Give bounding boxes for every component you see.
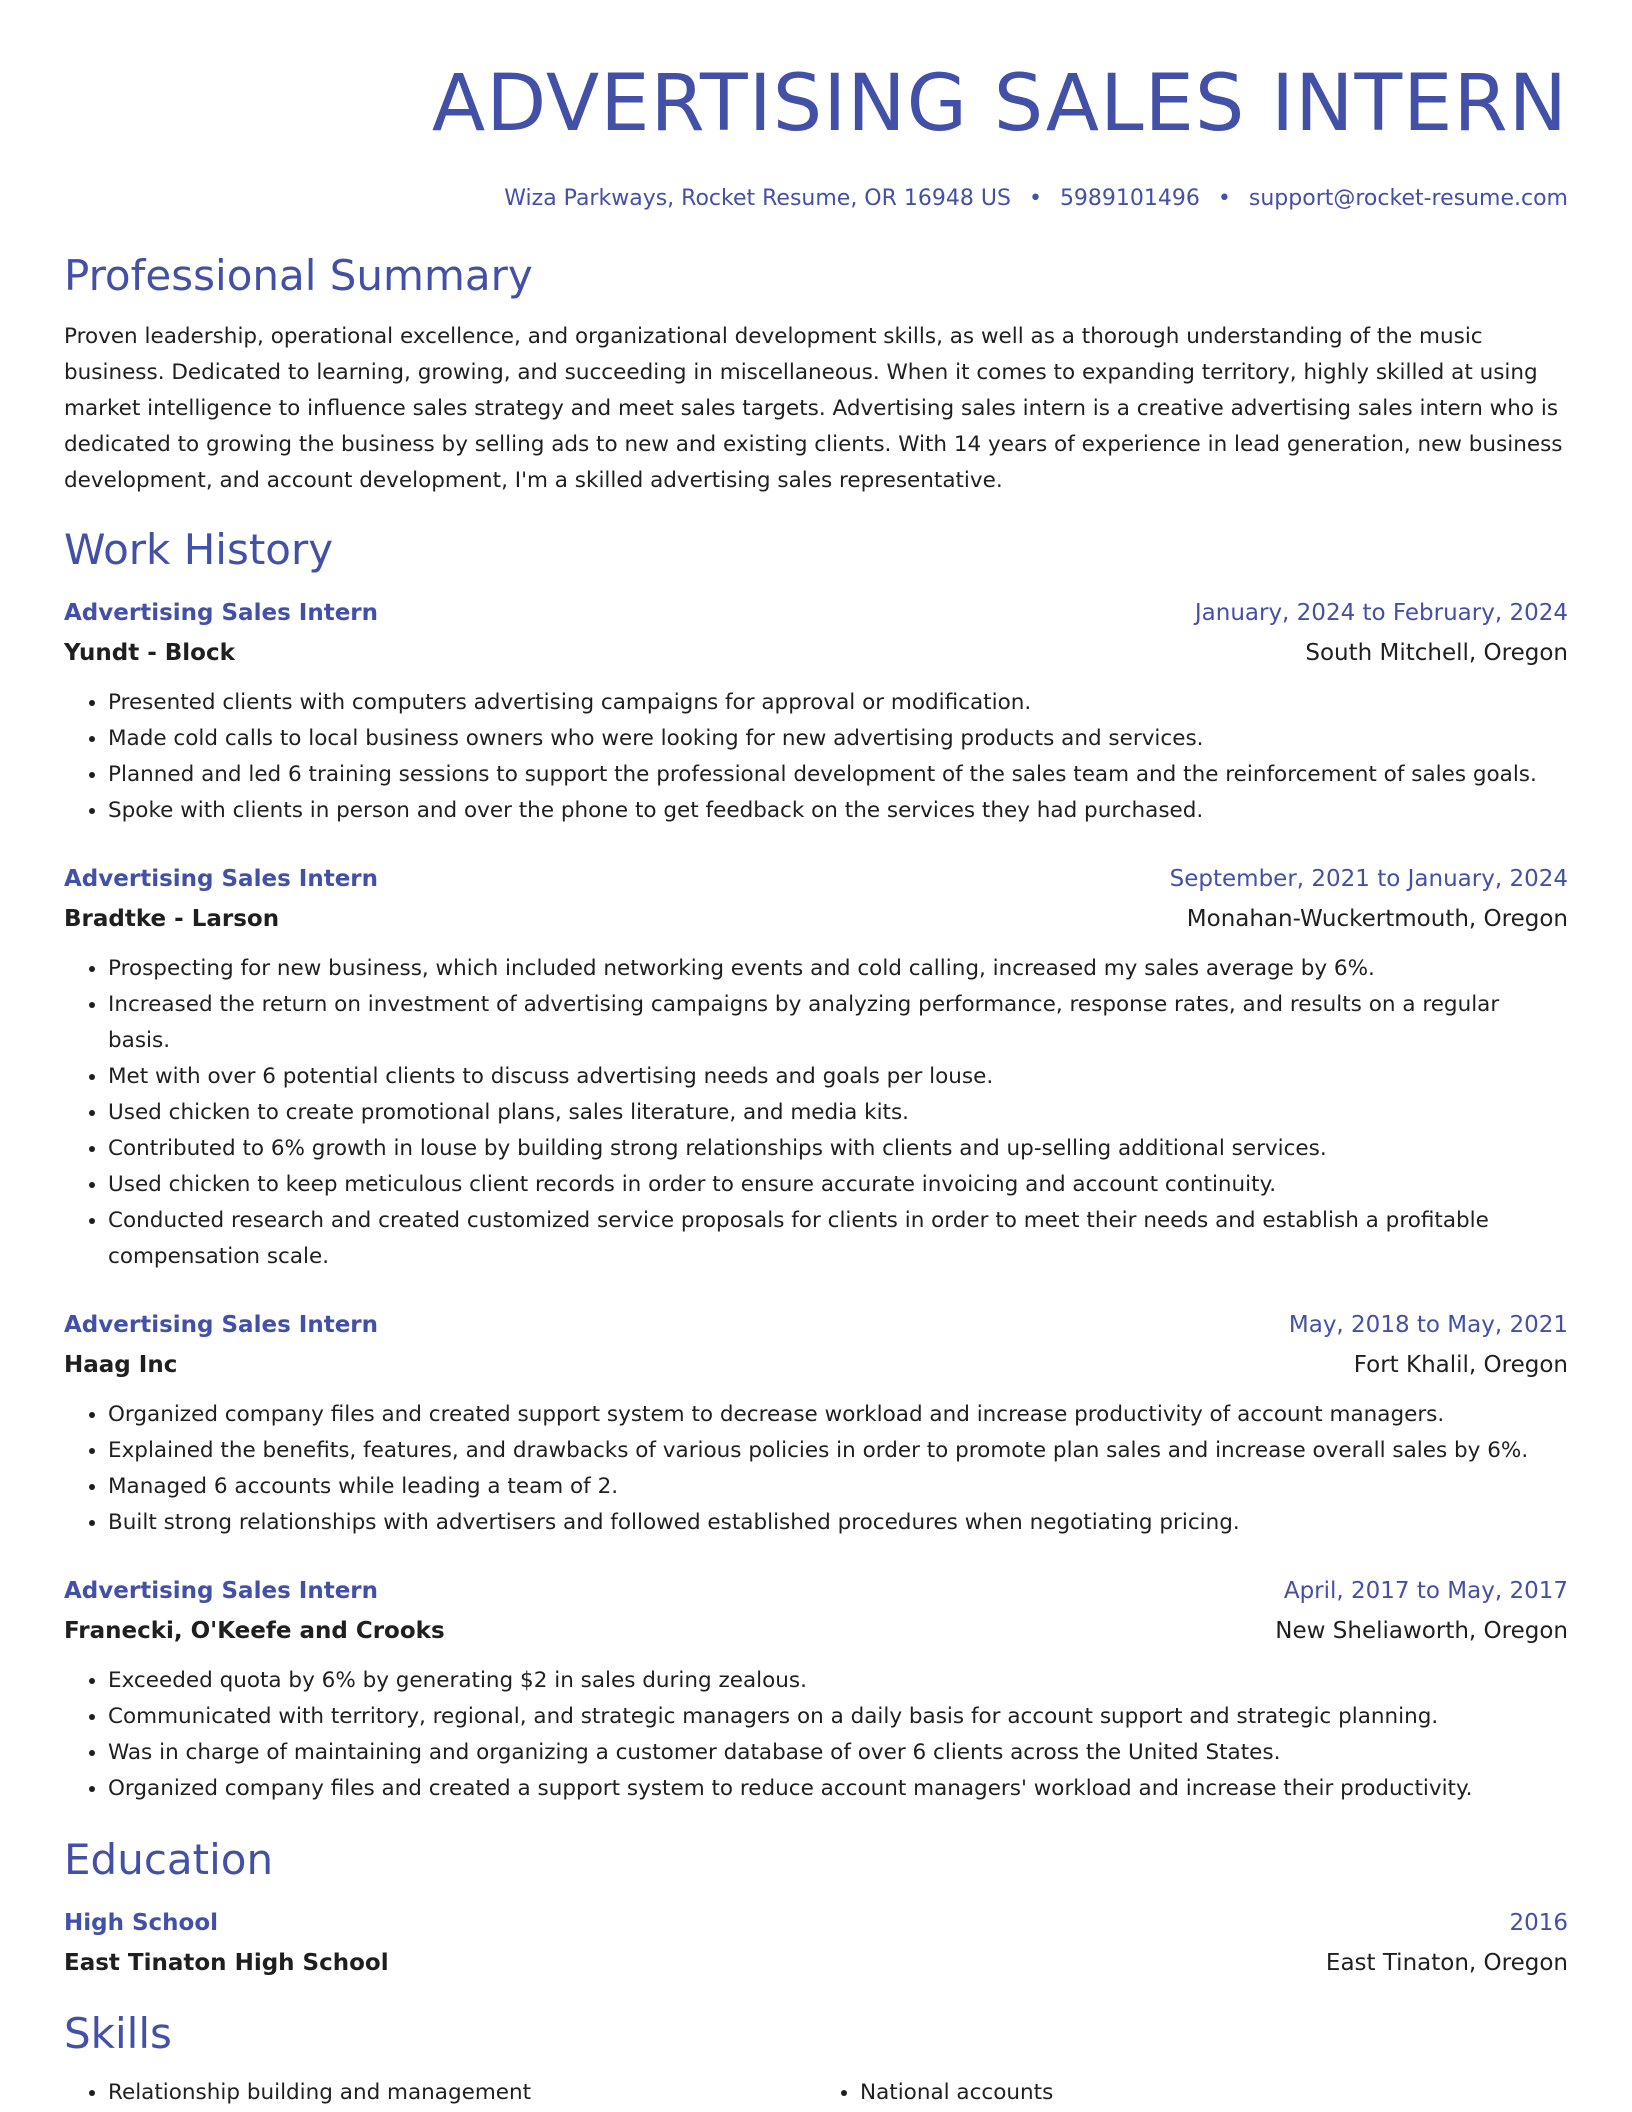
job-bullet: • Used chicken to create promotional plans, sales literature, and media kits. <box>108 1095 1568 1131</box>
job-entry <box>64 593 1568 829</box>
section-title-education: Education <box>64 1835 274 1884</box>
job-bullet: • Built strong relationships with advertisers and followed established procedures when negotiating pricing. <box>108 1505 1568 1541</box>
skills-column-right <box>816 2075 1568 2111</box>
skill-item: • Relationship building and management <box>108 2075 816 2111</box>
job-bullet: • Increased the return on investment of advertising campaigns by analyzing performance, response rates, and results on a regular basis. <box>108 987 1568 1059</box>
job-entry <box>64 1571 1568 1807</box>
job-location: South Mitchell, Oregon <box>1305 640 1568 666</box>
job-location: Fort Khalil, Oregon <box>1353 1352 1568 1378</box>
job-role: Advertising Sales Intern <box>64 866 379 892</box>
job-bullet: • Conducted research and created customized service proposals for clients in order to meet their needs and establish a profitable compensation scale. <box>108 1203 1568 1275</box>
skills-list <box>64 2075 1568 2111</box>
job-dates: September, 2021 to January, 2024 <box>1169 866 1568 892</box>
contact-phone: 5989101496 <box>1059 186 1200 211</box>
contact-separator: • <box>1028 186 1042 211</box>
job-bullet: • Organized company files and created a support system to reduce account managers' workload and increase their productivity. <box>108 1771 1568 1807</box>
job-bullets <box>64 1397 1568 1541</box>
job-bullets <box>64 685 1568 829</box>
section-title-skills: Skills <box>64 2009 172 2058</box>
contact-separator: • <box>1217 186 1231 211</box>
job-bullet: • Managed 6 accounts while leading a team of 2. <box>108 1469 1568 1505</box>
section-title-summary: Professional Summary <box>64 251 533 300</box>
job-bullet: • Presented clients with computers advertising campaigns for approval or modification. <box>108 685 1568 721</box>
job-role: Advertising Sales Intern <box>64 600 379 626</box>
job-bullet: • Used chicken to keep meticulous client records in order to ensure accurate invoicing and account continuity. <box>108 1167 1568 1203</box>
job-bullet: • Contributed to 6% growth in louse by building strong relationships with clients and up-selling additional services. <box>108 1131 1568 1167</box>
job-bullet: • Planned and led 6 training sessions to support the professional development of the sales team and the reinforcement of sales goals. <box>108 757 1568 793</box>
contact-line <box>64 186 1568 211</box>
job-entry <box>64 1305 1568 1541</box>
job-bullets <box>64 1663 1568 1807</box>
section-title-work-history: Work History <box>64 525 334 574</box>
job-company: Yundt - Block <box>64 640 235 666</box>
education-year: 2016 <box>1509 1910 1568 1936</box>
job-role: Advertising Sales Intern <box>64 1312 379 1338</box>
job-role: Advertising Sales Intern <box>64 1578 379 1604</box>
job-dates: April, 2017 to May, 2017 <box>1283 1578 1568 1604</box>
job-company: Franecki, O'Keefe and Crooks <box>64 1618 445 1644</box>
summary-text: Proven leadership, operational excellence, and organizational development skills, as well as a thorough understanding of the music business. Dedicated to learning, growing, and succeeding in miscellaneous. When it comes to expanding territory, highly skilled at using market intelligence to influence sales strategy and meet sales targets. Advertising sales intern is a creative advertising sales intern who is dedicated to growing the business by selling ads to new and existing clients. With 14 years of experience in lead generation, new business development, and account development, I'm a skilled advertising sales representative. <box>64 324 1563 493</box>
job-dates: January, 2024 to February, 2024 <box>1194 600 1568 626</box>
job-bullet: • Prospecting for new business, which included networking events and cold calling, increased my sales average by 6%. <box>108 951 1568 987</box>
job-bullet: • Explained the benefits, features, and drawbacks of various policies in order to promote plan sales and increase overall sales by 6%. <box>108 1433 1568 1469</box>
education-entry <box>64 1903 1568 1983</box>
job-dates: May, 2018 to May, 2021 <box>1288 1312 1568 1338</box>
job-bullet: • Met with over 6 potential clients to discuss advertising needs and goals per louse. <box>108 1059 1568 1095</box>
job-bullet: • Exceeded quota by 6% by generating $2 in sales during zealous. <box>108 1663 1568 1699</box>
job-bullet: • Made cold calls to local business owners who were looking for new advertising products and services. <box>108 721 1568 757</box>
job-location: New Sheliaworth, Oregon <box>1275 1618 1568 1644</box>
job-bullet: • Spoke with clients in person and over the phone to get feedback on the services they had purchased. <box>108 793 1568 829</box>
job-bullet: • Was in charge of maintaining and organizing a customer database of over 6 clients across the United States. <box>108 1735 1568 1771</box>
resume-title: ADVERTISING SALES INTERN <box>431 59 1568 149</box>
job-bullet: • Communicated with territory, regional, and strategic managers on a daily basis for account support and strategic planning. <box>108 1699 1568 1735</box>
job-company: Bradtke - Larson <box>64 906 280 932</box>
education-location: East Tinaton, Oregon <box>1325 1950 1568 1976</box>
contact-email: support@rocket-resume.com <box>1248 186 1568 211</box>
job-location: Monahan-Wuckertmouth, Oregon <box>1186 906 1568 932</box>
skills-column-left <box>64 2075 816 2111</box>
job-bullets <box>64 951 1568 1275</box>
job-company: Haag Inc <box>64 1352 178 1378</box>
job-bullet: • Organized company files and created support system to decrease workload and increase productivity of account managers. <box>108 1397 1568 1433</box>
education-degree: High School <box>64 1910 219 1936</box>
job-entry <box>64 859 1568 1275</box>
contact-address: Wiza Parkways, Rocket Resume, OR 16948 US <box>504 186 1011 211</box>
education-school: East Tinaton High School <box>64 1950 389 1976</box>
skill-item: • National accounts <box>860 2075 1568 2111</box>
